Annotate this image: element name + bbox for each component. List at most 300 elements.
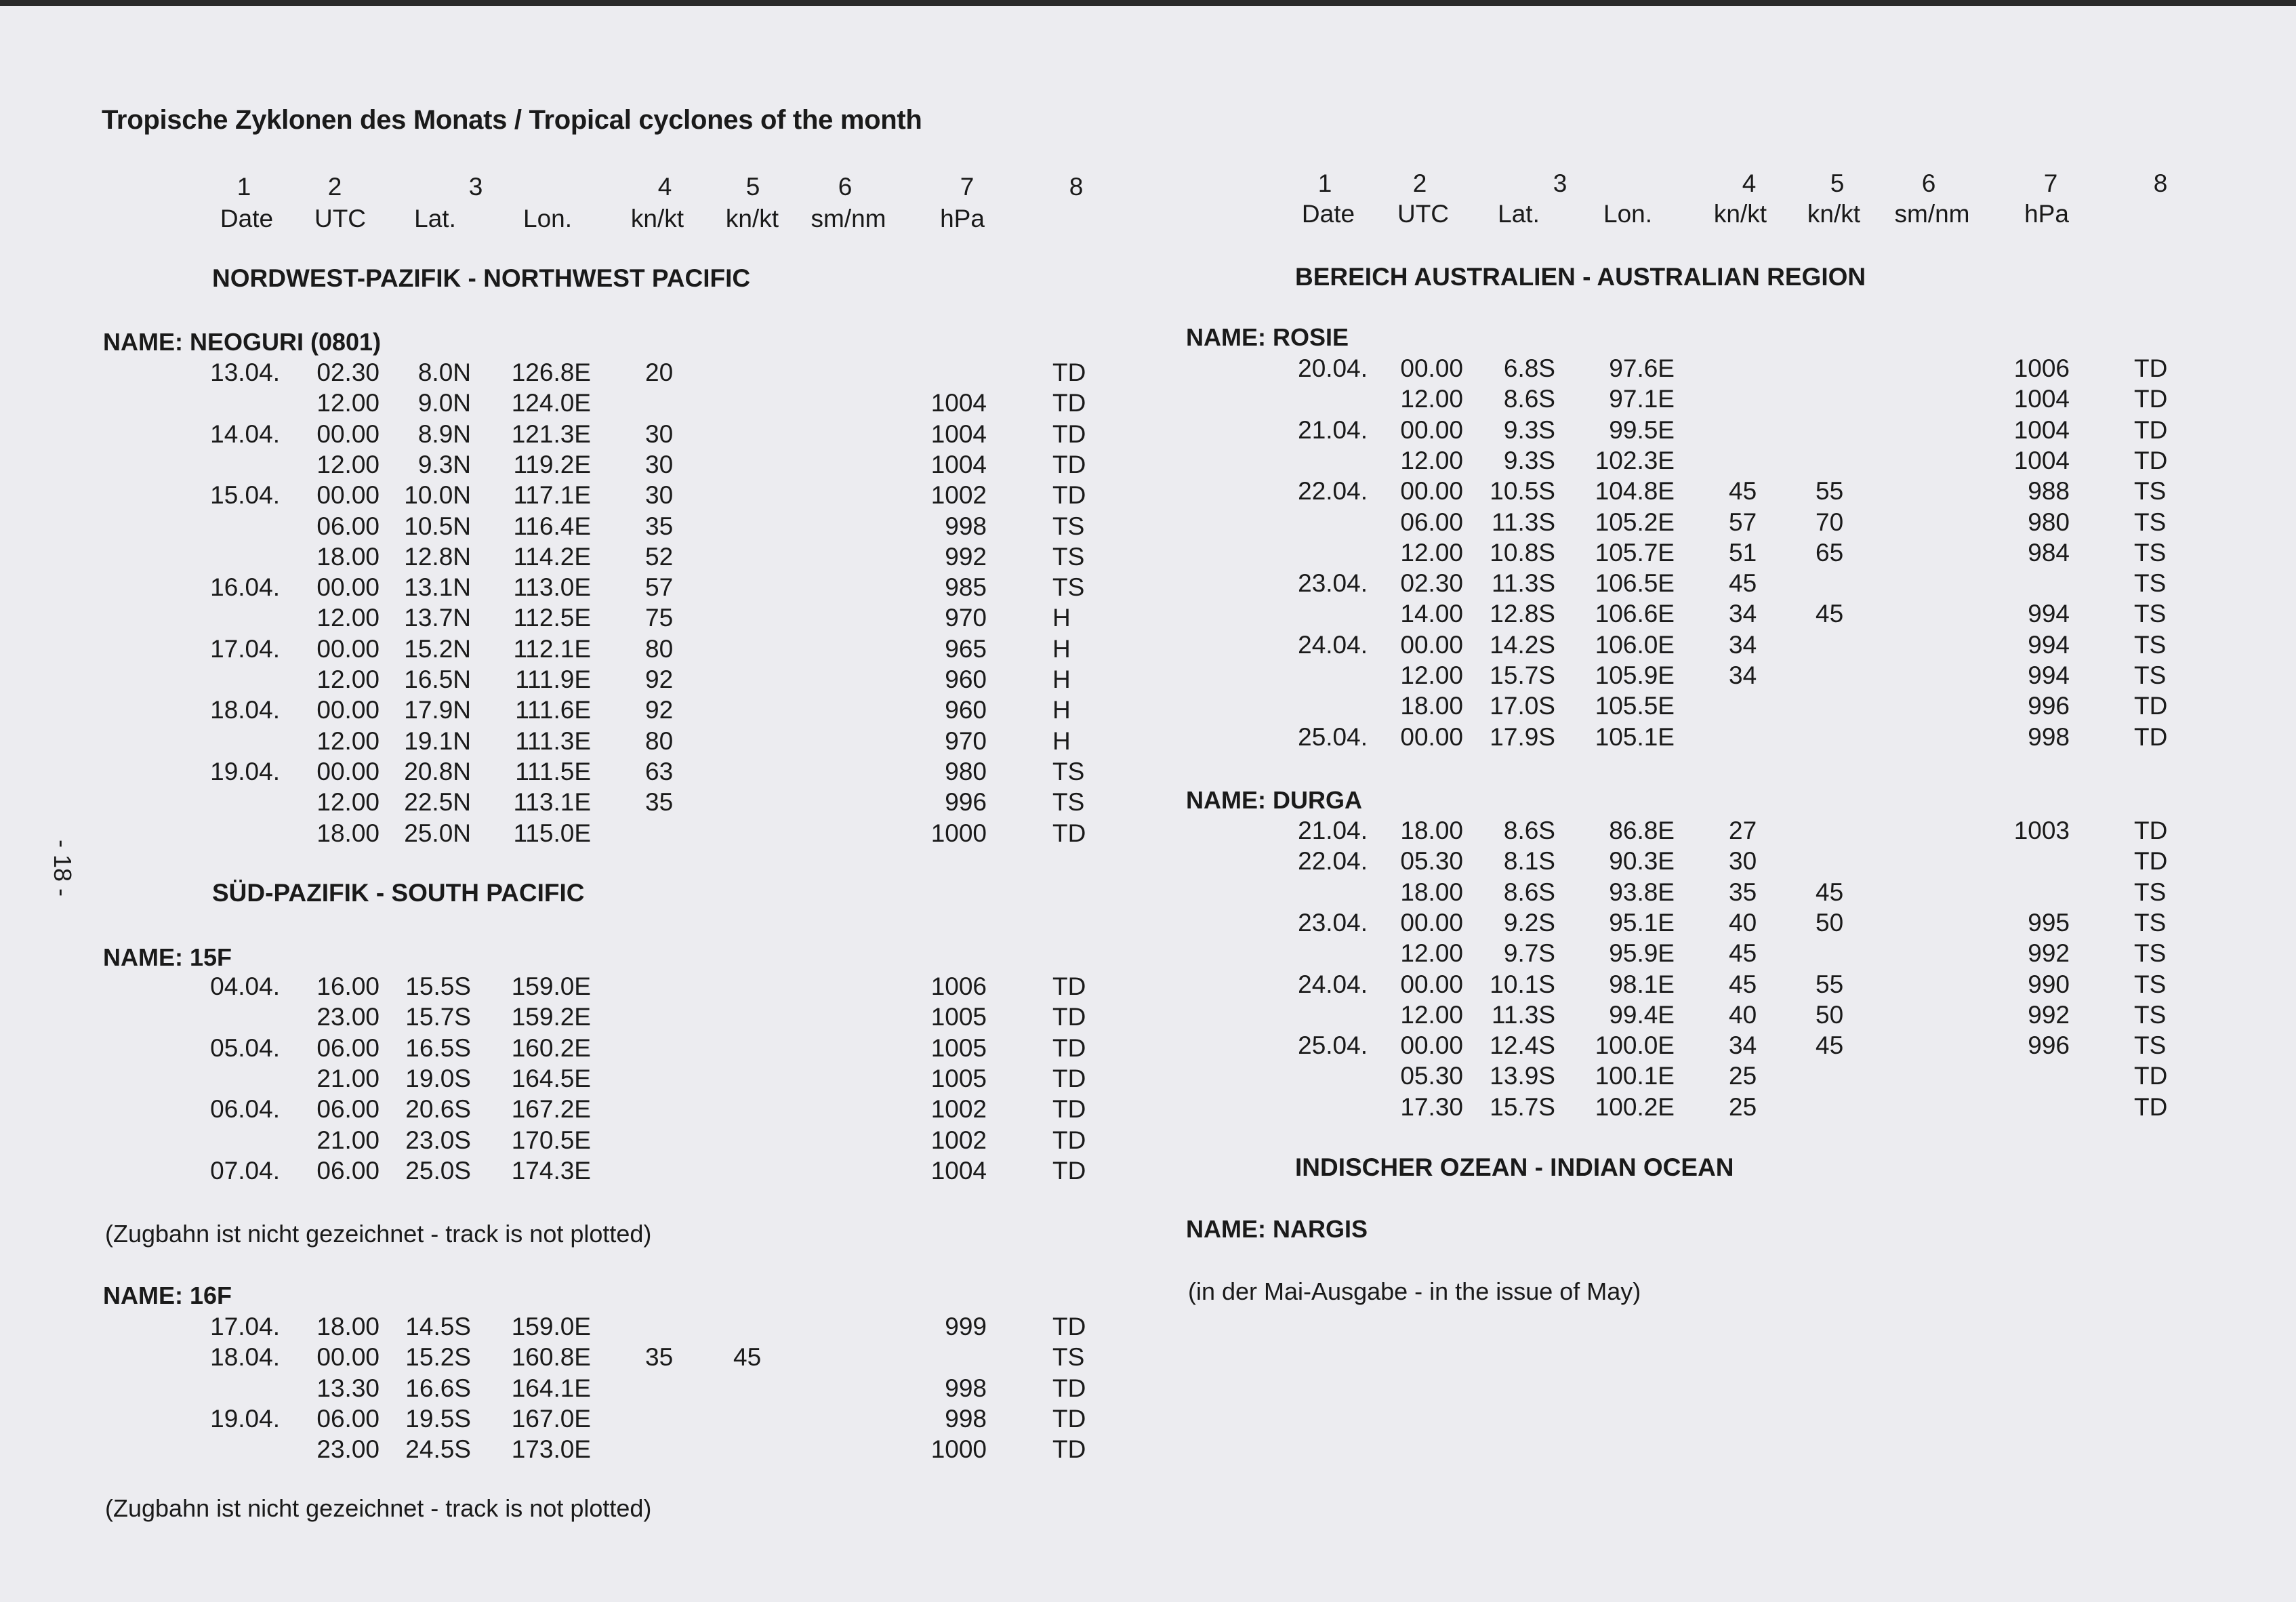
cell-knkt2: 45: [1816, 1031, 1844, 1060]
column-number-2: 2: [327, 173, 342, 201]
cell-lon: 159.0E: [511, 1313, 591, 1340]
track-row: [0, 1064, 1086, 1095]
cell-date: 23.04.: [1298, 908, 1368, 937]
cell-knkt1: 92: [645, 696, 674, 724]
cell-utc: 18.00: [1400, 878, 1463, 906]
cell-lat: 12.8N: [404, 542, 471, 571]
cell-class: TS: [2134, 1031, 2167, 1060]
cell-lat: 19.0S: [405, 1064, 471, 1092]
cell-utc: 12.00: [1400, 446, 1463, 474]
track-row: [1083, 1092, 2168, 1124]
cell-hpa: 965: [945, 634, 987, 663]
cell-hpa: 1005: [930, 1064, 987, 1092]
cell-utc: 00.00: [1400, 477, 1463, 506]
track-row: [1083, 569, 2167, 600]
column-number-3: 3: [1553, 169, 1567, 197]
track-row: [0, 512, 1085, 543]
track-row: [1083, 970, 2167, 1001]
track-row: [1083, 692, 2168, 722]
track-row: [1083, 446, 2168, 477]
cell-hpa: 970: [945, 726, 987, 755]
track-row: [1083, 538, 2167, 569]
cell-lon: 95.1E: [1609, 908, 1675, 937]
track-row: [0, 757, 1085, 788]
cell-knkt1: 30: [645, 481, 674, 510]
cell-date: 25.04.: [1298, 722, 1368, 751]
cell-knkt2: 50: [1816, 1000, 1844, 1029]
cell-lon: 111.6E: [515, 696, 591, 724]
cell-lat: 19.1N: [404, 726, 471, 755]
track-row: [0, 1033, 1086, 1065]
cell-lon: 113.1E: [513, 788, 591, 817]
cell-lon: 116.4E: [513, 512, 591, 540]
cell-lat: 16.5S: [405, 1033, 471, 1062]
track-note: (in der Mai-Ausgabe - in the issue of May): [1188, 1277, 1641, 1305]
cell-knkt1: 34: [1729, 661, 1757, 689]
cell-hpa: 1004: [2013, 385, 2070, 413]
cell-hpa: 1006: [930, 972, 987, 1000]
cell-lat: 10.1S: [1490, 970, 1555, 998]
cell-class: TS: [2134, 908, 2167, 937]
cell-utc: 14.00: [1400, 600, 1463, 628]
cell-utc: 02.30: [1400, 569, 1463, 598]
cell-lat: 8.6S: [1503, 385, 1555, 413]
cell-class: TD: [1052, 1064, 1086, 1092]
cell-hpa: 1005: [930, 1033, 987, 1062]
cell-lon: 97.1E: [1609, 385, 1675, 413]
cell-hpa: 996: [2028, 1031, 2070, 1060]
cell-class: TS: [2134, 630, 2167, 659]
column-number-8: 8: [1069, 173, 1084, 201]
cell-lon: 111.3E: [515, 726, 591, 755]
cell-class: TS: [2134, 661, 2167, 689]
cell-lon: 117.1E: [513, 481, 591, 510]
cell-utc: 02.30: [316, 358, 380, 386]
right-column: [1083, 0, 2168, 1602]
track-row: [0, 1095, 1086, 1126]
cell-lon: 119.2E: [513, 450, 591, 478]
cell-hpa: 985: [945, 573, 987, 602]
cell-date: 06.04.: [210, 1095, 280, 1124]
cell-date: 15.04.: [210, 481, 280, 510]
cell-lon: 99.5E: [1609, 415, 1675, 444]
cell-knkt2: 70: [1816, 508, 1844, 536]
cell-lon: 164.5E: [511, 1064, 591, 1092]
cell-class: H: [1052, 665, 1071, 693]
cell-lon: 93.8E: [1609, 878, 1675, 906]
cell-lon: 106.5E: [1595, 569, 1675, 598]
cell-knkt1: 63: [645, 757, 674, 785]
cell-date: 21.04.: [1298, 415, 1368, 444]
cell-lat: 20.8N: [404, 757, 471, 785]
cell-class: TD: [1052, 819, 1086, 847]
cell-utc: 21.00: [316, 1126, 380, 1154]
cell-utc: 05.30: [1400, 847, 1463, 876]
track-row: [0, 1156, 1086, 1187]
cell-knkt2: 55: [1816, 970, 1844, 998]
cell-hpa: 1005: [930, 1003, 987, 1031]
track-row: [1083, 661, 2167, 692]
track-row: [0, 542, 1085, 573]
cell-utc: 00.00: [1400, 722, 1463, 751]
cell-lat: 25.0N: [404, 819, 471, 847]
cell-class: H: [1052, 634, 1071, 663]
cell-class: TD: [2134, 692, 2168, 720]
cell-utc: 00.00: [316, 634, 380, 663]
cell-lon: 167.2E: [511, 1095, 591, 1124]
section-title: SÜD-PAZIFIK - SOUTH PACIFIC: [212, 879, 585, 907]
cell-utc: 06.00: [316, 1404, 380, 1433]
cell-hpa: 998: [945, 1404, 987, 1433]
cell-utc: 12.00: [316, 665, 380, 693]
cell-lat: 9.7S: [1503, 939, 1555, 968]
page-title: Tropische Zyklonen des Monats / Tropical cyclones of the month: [102, 105, 922, 135]
cell-date: 13.04.: [210, 358, 280, 386]
cell-lon: 106.6E: [1595, 600, 1675, 628]
track-row: [1083, 722, 2168, 754]
cell-utc: 00.00: [316, 757, 380, 785]
track-row: [0, 696, 1071, 726]
storm-name: NAME: DURGA: [1186, 786, 1362, 814]
cell-utc: 17.30: [1400, 1092, 1463, 1121]
cell-knkt1: 57: [1729, 508, 1757, 536]
cell-lon: 167.0E: [511, 1404, 591, 1433]
track-row: [0, 450, 1086, 481]
track-row: [0, 604, 1071, 634]
cell-utc: 06.00: [1400, 508, 1463, 536]
cell-knkt1: 35: [645, 1343, 674, 1372]
cell-knkt1: 75: [645, 604, 674, 632]
cell-class: TS: [2134, 477, 2167, 506]
column-label-1: Date: [1301, 200, 1355, 228]
cell-lon: 160.2E: [511, 1033, 591, 1062]
column-label-2: UTC: [1397, 200, 1450, 228]
cell-knkt1: 51: [1729, 538, 1757, 567]
cell-lat: 9.3S: [1503, 415, 1555, 444]
cell-lat: 20.6S: [405, 1095, 471, 1124]
cell-hpa: 1002: [930, 481, 987, 510]
cell-hpa: 998: [945, 512, 987, 540]
cell-lat: 9.0N: [417, 389, 471, 417]
column-number-6: 6: [1921, 169, 1936, 197]
cell-lat: 15.2S: [405, 1343, 471, 1372]
cell-lat: 15.7S: [1490, 1092, 1555, 1121]
cell-utc: 06.00: [316, 1095, 380, 1124]
cell-knkt1: 34: [1729, 1031, 1757, 1060]
cell-hpa: 998: [945, 1374, 987, 1402]
cell-hpa: 992: [2028, 1000, 2070, 1029]
cell-lon: 106.0E: [1595, 630, 1675, 659]
track-row: [1083, 1062, 2168, 1092]
cell-utc: 18.00: [316, 542, 380, 571]
cell-utc: 12.00: [1400, 538, 1463, 567]
cell-utc: 00.00: [316, 573, 380, 602]
track-row: [0, 1435, 1086, 1466]
cell-class: TD: [2134, 847, 2168, 876]
cell-lon: 97.6E: [1609, 354, 1675, 382]
cell-lat: 16.6S: [405, 1374, 471, 1402]
column-number-3: 3: [468, 173, 483, 201]
cell-utc: 12.00: [316, 788, 380, 817]
cell-knkt1: 57: [645, 573, 674, 602]
cell-lon: 102.3E: [1595, 446, 1675, 474]
cell-class: TS: [2134, 600, 2167, 628]
cell-lat: 16.5N: [404, 665, 471, 693]
cell-class: TD: [1052, 1126, 1086, 1154]
cell-hpa: 1004: [930, 450, 987, 478]
cell-lon: 105.9E: [1595, 661, 1675, 689]
cell-class: TD: [1052, 389, 1086, 417]
cell-class: TS: [2134, 878, 2167, 906]
cell-lon: 124.0E: [511, 389, 591, 417]
cell-hpa: 1004: [930, 419, 987, 448]
cell-knkt1: 45: [1729, 569, 1757, 598]
track-row: [0, 788, 1085, 819]
cell-knkt1: 45: [1729, 970, 1757, 998]
cell-lon: 105.1E: [1595, 722, 1675, 751]
cell-lat: 10.0N: [404, 481, 471, 510]
cell-class: TD: [1052, 1374, 1086, 1402]
cell-lon: 164.1E: [511, 1374, 591, 1402]
cell-class: TS: [2134, 508, 2167, 536]
cell-knkt1: 35: [1729, 878, 1757, 906]
cell-class: TS: [1052, 542, 1085, 571]
cell-class: TD: [2134, 385, 2168, 413]
cell-class: TD: [1052, 1033, 1086, 1062]
column-number-4: 4: [1742, 169, 1757, 197]
track-row: [1083, 1000, 2167, 1031]
cell-utc: 18.00: [1400, 692, 1463, 720]
column-number-7: 7: [2043, 169, 2058, 197]
track-row: [0, 1003, 1086, 1033]
cell-knkt1: 25: [1729, 1092, 1757, 1121]
cell-hpa: 988: [2028, 477, 2070, 506]
cell-class: TD: [2134, 1062, 2168, 1090]
column-label-8: hPa: [2024, 200, 2069, 228]
cell-lat: 13.9S: [1490, 1062, 1555, 1090]
cell-lon: 173.0E: [511, 1435, 591, 1464]
cell-utc: 18.00: [316, 819, 380, 847]
section-title: INDISCHER OZEAN - INDIAN OCEAN: [1295, 1153, 1734, 1181]
cell-knkt1: 80: [645, 726, 674, 755]
cell-lat: 15.7S: [1490, 661, 1555, 689]
cell-class: TS: [1052, 512, 1085, 540]
cell-lat: 8.9N: [417, 419, 471, 448]
track-row: [0, 1374, 1086, 1405]
cell-utc: 00.00: [316, 1343, 380, 1372]
cell-date: 05.04.: [210, 1033, 280, 1062]
column-number-5: 5: [1830, 169, 1845, 197]
track-row: [0, 665, 1071, 696]
cell-class: TD: [2134, 817, 2168, 844]
storm-name: NAME: NARGIS: [1186, 1215, 1368, 1243]
cell-lon: 174.3E: [511, 1156, 591, 1185]
track-row: [0, 1343, 1085, 1374]
cell-date: 20.04.: [1298, 354, 1368, 382]
cell-class: H: [1052, 726, 1071, 755]
cell-lon: 100.0E: [1595, 1031, 1675, 1060]
cell-knkt1: 40: [1729, 908, 1757, 937]
cell-hpa: 994: [2028, 600, 2070, 628]
column-label-7: sm/nm: [1894, 200, 1970, 228]
track-note: (Zugbahn ist nicht gezeichnet - track is not plotted): [105, 1220, 652, 1248]
track-row: [1083, 600, 2167, 630]
cell-lon: 112.1E: [513, 634, 591, 663]
cell-lat: 6.8S: [1503, 354, 1555, 382]
cell-date: 24.04.: [1298, 630, 1368, 659]
column-number-1: 1: [237, 173, 251, 201]
cell-knkt2: 45: [733, 1343, 762, 1372]
cell-knkt1: 30: [645, 419, 674, 448]
cell-hpa: 996: [945, 788, 987, 817]
cell-utc: 23.00: [316, 1003, 380, 1031]
cell-utc: 23.00: [316, 1435, 380, 1464]
cell-class: TS: [1052, 788, 1085, 817]
cell-utc: 12.00: [1400, 385, 1463, 413]
storm-name: NAME: 16F: [103, 1281, 232, 1309]
column-label-6: kn/kt: [1807, 200, 1861, 228]
track-row: [1083, 630, 2167, 661]
cell-knkt1: 34: [1729, 630, 1757, 659]
cell-lat: 8.1S: [1503, 847, 1555, 876]
track-row: [0, 1404, 1086, 1435]
cell-hpa: 1004: [2013, 415, 2070, 444]
cell-utc: 05.30: [1400, 1062, 1463, 1090]
cell-class: TD: [1052, 972, 1086, 1000]
cell-knkt1: 45: [1729, 939, 1757, 968]
cell-lon: 113.0E: [513, 573, 591, 602]
cell-utc: 06.00: [316, 1156, 380, 1185]
cell-date: 19.04.: [210, 757, 280, 785]
cell-class: TS: [2134, 538, 2167, 567]
cell-lon: 170.5E: [511, 1126, 591, 1154]
track-row: [0, 419, 1086, 451]
cell-knkt1: 92: [645, 665, 674, 693]
cell-utc: 18.00: [316, 1313, 380, 1340]
cell-lat: 15.5S: [405, 972, 471, 1000]
cell-lon: 105.2E: [1595, 508, 1675, 536]
cell-lat: 17.0S: [1490, 692, 1555, 720]
cell-hpa: 1002: [930, 1095, 987, 1124]
track-row: [0, 1313, 1086, 1343]
cell-utc: 12.00: [316, 726, 380, 755]
cell-lon: 111.9E: [515, 665, 591, 693]
track-row: [0, 1126, 1086, 1157]
cell-lat: 15.7S: [405, 1003, 471, 1031]
cell-date: 25.04.: [1298, 1031, 1368, 1060]
track-row: [1083, 508, 2167, 539]
track-row: [1083, 415, 2168, 447]
cell-class: TD: [2134, 1092, 2168, 1121]
cell-hpa: 984: [2028, 538, 2070, 567]
column-label-4: Lon.: [1603, 200, 1653, 228]
cell-lat: 12.8S: [1490, 600, 1555, 628]
column-label-8: hPa: [940, 205, 985, 232]
cell-utc: 00.00: [1400, 1031, 1463, 1060]
cell-class: TD: [1052, 1095, 1086, 1124]
cell-lat: 8.6S: [1503, 878, 1555, 906]
cell-hpa: 996: [2028, 692, 2070, 720]
cell-date: 16.04.: [210, 573, 280, 602]
cell-lat: 15.2N: [404, 634, 471, 663]
cell-class: TD: [1052, 1435, 1086, 1464]
cell-lon: 112.5E: [513, 604, 591, 632]
cell-hpa: 960: [945, 696, 987, 724]
column-label-6: kn/kt: [725, 205, 779, 232]
storm-name: NAME: ROSIE: [1186, 323, 1349, 351]
cell-class: TD: [2134, 722, 2168, 751]
column-label-3: Lat.: [1498, 200, 1540, 228]
cell-lat: 11.3S: [1492, 1000, 1555, 1029]
cell-utc: 00.00: [1400, 630, 1463, 659]
cell-class: TS: [1052, 1343, 1085, 1372]
cell-utc: 12.00: [316, 389, 380, 417]
cell-hpa: 1002: [930, 1126, 987, 1154]
cell-knkt1: 80: [645, 634, 674, 663]
cell-hpa: 994: [2028, 661, 2070, 689]
cell-lon: 159.0E: [511, 972, 591, 1000]
cell-class: TD: [1052, 419, 1086, 448]
cell-utc: 12.00: [316, 604, 380, 632]
cell-lat: 24.5S: [405, 1435, 471, 1464]
section-title: NORDWEST-PAZIFIK - NORTHWEST PACIFIC: [212, 264, 751, 292]
cell-date: 14.04.: [210, 419, 280, 448]
cell-date: 19.04.: [210, 1404, 280, 1433]
cell-date: 18.04.: [210, 696, 280, 724]
cell-hpa: 970: [945, 604, 987, 632]
cell-lon: 99.4E: [1609, 1000, 1675, 1029]
cell-hpa: 980: [2028, 508, 2070, 536]
cell-class: TS: [2134, 970, 2167, 998]
cell-utc: 12.00: [1400, 1000, 1463, 1029]
cell-date: 17.04.: [210, 634, 280, 663]
cell-lat: 12.4S: [1490, 1031, 1555, 1060]
cell-hpa: 994: [2028, 630, 2070, 659]
cell-class: H: [1052, 604, 1071, 632]
cell-lon: 159.2E: [511, 1003, 591, 1031]
section-title: BEREICH AUSTRALIEN - AUSTRALIAN REGION: [1295, 263, 1866, 291]
cell-utc: 00.00: [1400, 354, 1463, 382]
column-number-2: 2: [1412, 169, 1427, 197]
cell-class: TD: [2134, 354, 2168, 382]
cell-lon: 86.8E: [1609, 817, 1675, 844]
cell-knkt1: 35: [645, 512, 674, 540]
cell-lat: 17.9N: [404, 696, 471, 724]
cell-hpa: 1004: [2013, 446, 2070, 474]
cell-knkt1: 27: [1729, 817, 1757, 844]
cell-lon: 100.1E: [1595, 1062, 1675, 1090]
cell-utc: 12.00: [316, 450, 380, 478]
cell-date: 22.04.: [1298, 477, 1368, 506]
cell-lat: 13.7N: [404, 604, 471, 632]
cell-lat: 9.2S: [1503, 908, 1555, 937]
track-row: [0, 634, 1071, 665]
cell-utc: 13.30: [316, 1374, 380, 1402]
column-number-8: 8: [2153, 169, 2168, 197]
track-row: [0, 573, 1085, 604]
cell-date: 21.04.: [1298, 817, 1368, 844]
cell-lat: 8.6S: [1503, 817, 1555, 844]
cell-hpa: 1004: [930, 1156, 987, 1185]
cell-knkt2: 45: [1816, 600, 1844, 628]
cell-knkt1: 45: [1729, 477, 1757, 506]
track-note: (Zugbahn ist nicht gezeichnet - track is not plotted): [105, 1494, 652, 1522]
column-label-3: Lat.: [414, 205, 456, 232]
left-column: [0, 0, 1086, 1602]
page-number: - 18 -: [49, 839, 77, 897]
cell-hpa: 998: [2028, 722, 2070, 751]
cell-lat: 11.3S: [1492, 569, 1555, 598]
